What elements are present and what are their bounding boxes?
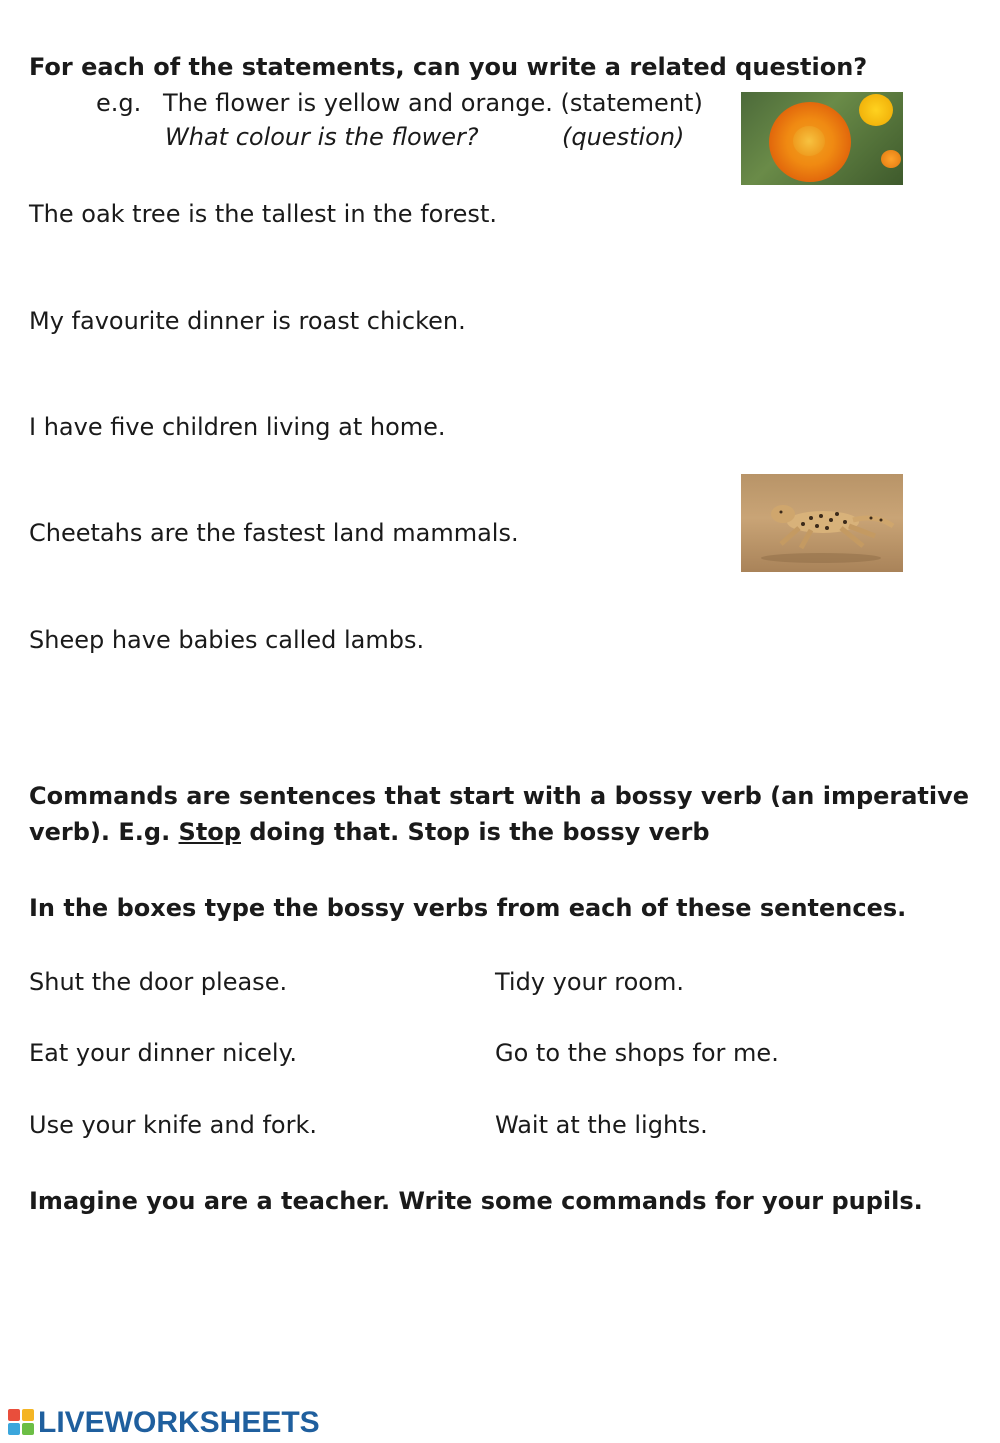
commands-intro-line2: [29, 817, 710, 847]
statement-4: Cheetahs are the fastest land mammals.: [29, 519, 519, 547]
liveworksheets-brand-text: LIVEWORKSHEETS: [38, 1406, 320, 1439]
intro-underlined-verb: Stop: [178, 818, 241, 846]
cheetah-illustration: [741, 474, 903, 572]
statement-5: Sheep have babies called lambs.: [29, 626, 425, 654]
bossy-verbs-instruction: In the boxes type the bossy verbs from each of these sentences.: [29, 894, 907, 922]
command-left-3: Use your knife and fork.: [29, 1111, 317, 1139]
command-left-1: Shut the door please.: [29, 968, 288, 996]
intro-text-b: doing that. Stop is the bossy verb: [240, 818, 710, 846]
command-right-3: Wait at the lights.: [495, 1111, 708, 1139]
marigold-flower-image: [741, 92, 903, 185]
intro-text-a: verb). E.g.: [29, 818, 179, 846]
liveworksheets-logo: [8, 1406, 320, 1440]
command-right-2: Go to the shops for me.: [495, 1039, 779, 1067]
example-statement: The flower is yellow and orange. (statement): [163, 89, 703, 117]
example-prefix: e.g.: [96, 89, 142, 117]
liveworksheets-logo-icon: [8, 1409, 36, 1437]
cheetah-image: [741, 474, 903, 572]
command-left-2: Eat your dinner nicely.: [29, 1039, 298, 1067]
teacher-commands-prompt: Imagine you are a teacher. Write some commands for your pupils.: [29, 1187, 923, 1215]
example-question: What colour is the flower?: [165, 123, 479, 151]
statement-2: My favourite dinner is roast chicken.: [29, 307, 466, 335]
example-question-tag: (question): [562, 123, 685, 151]
section1-heading: For each of the statements, can you write a related question?: [29, 53, 868, 81]
command-right-1: Tidy your room.: [495, 968, 684, 996]
commands-intro-line1: Commands are sentences that start with a bossy verb (an imperative: [29, 782, 970, 810]
statement-3: I have five children living at home.: [29, 413, 446, 441]
statement-1: The oak tree is the tallest in the forest.: [29, 200, 497, 228]
